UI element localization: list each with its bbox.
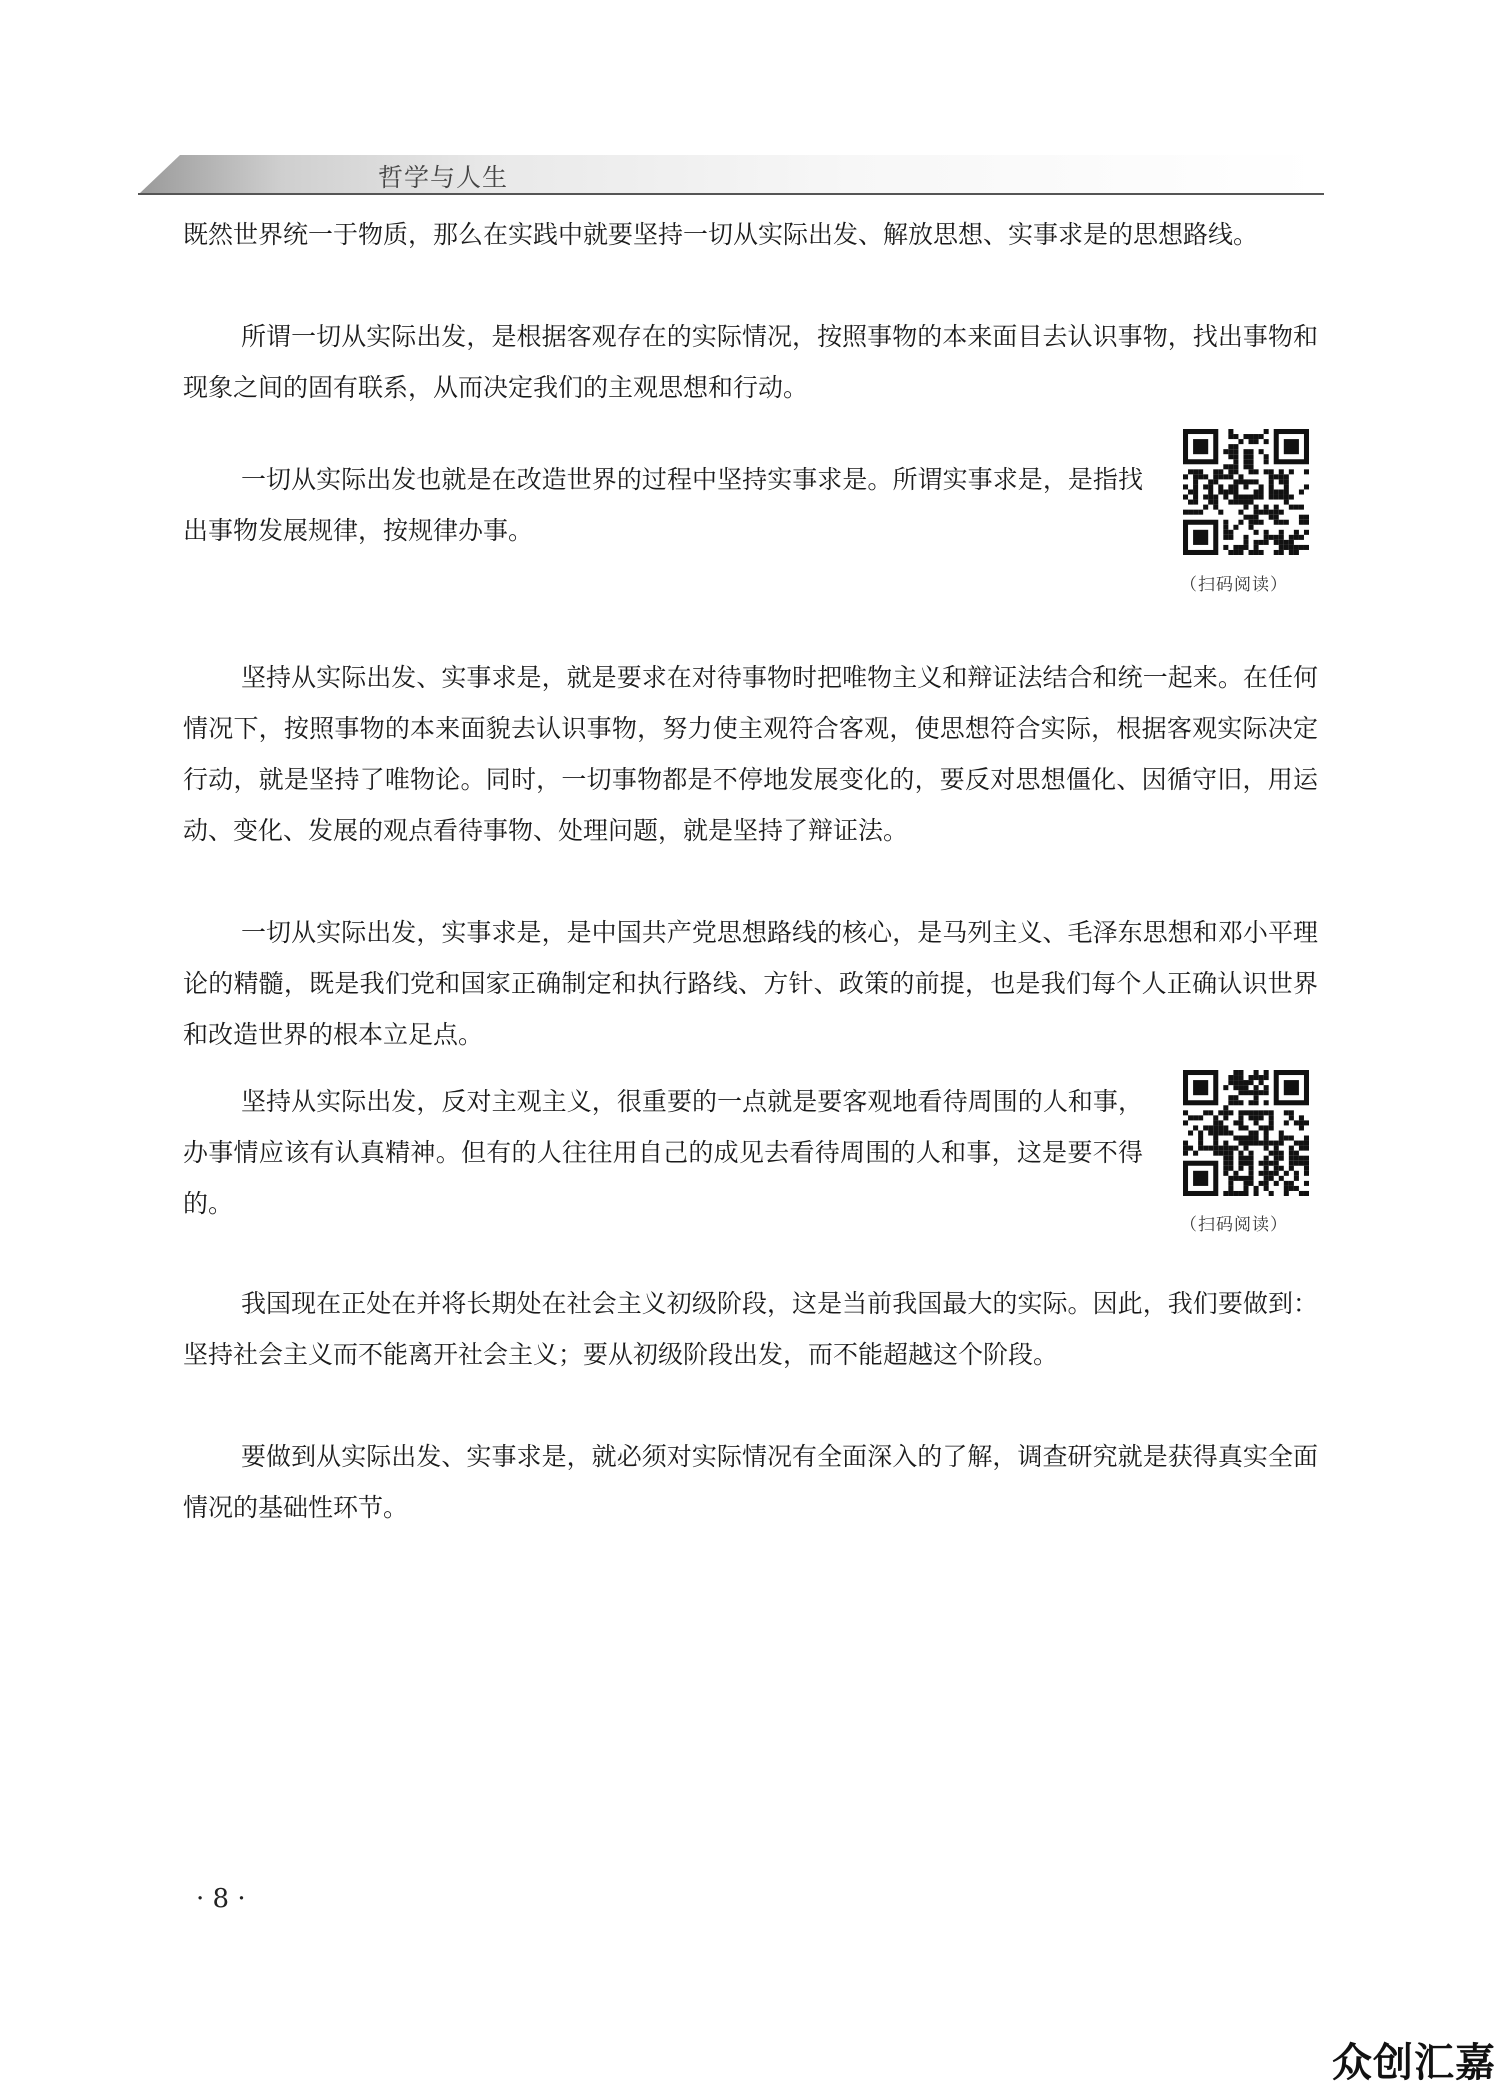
watermark-logo: 众创汇嘉 <box>1332 2040 1496 2086</box>
header-band <box>140 155 1320 193</box>
paragraph-7: 我国现在正处在并将长期处在社会主义初级阶段，这是当前我国最大的实际。因此，我们要做到：坚持社会主义而不能离开社会主义；要从初级阶段出发，而不能超越这个阶段。 <box>183 1289 1318 1369</box>
running-header-title: 哲学与人生 <box>378 163 509 192</box>
qr-caption-1: （扫码阅读） <box>1180 575 1288 595</box>
qr-code-2[interactable] <box>1183 1070 1309 1196</box>
paragraph-8: 要做到从实际出发、实事求是，就必须对实际情况有全面深入的了解，调查研究就是获得真实全面情况的基础性环节。 <box>183 1442 1318 1522</box>
page-number: · 8 · <box>196 1884 246 1914</box>
paragraph-6: 坚持从实际出发，反对主观主义，很重要的一点就是要客观地看待周围的人和事，办事情应该有认真精神。但有的人往往用自己的成见去看待周围的人和事，这是要不得的。 <box>183 1087 1143 1218</box>
paragraph-1: 既然世界统一于物质，那么在实践中就要坚持一切从实际出发、解放思想、实事求是的思想路线。 <box>183 220 1259 249</box>
paragraph-2: 所谓一切从实际出发，是根据客观存在的实际情况，按照事物的本来面目去认识事物，找出事物和现象之间的固有联系，从而决定我们的主观思想和行动。 <box>183 322 1318 402</box>
paragraph-5: 一切从实际出发，实事求是，是中国共产党思想路线的核心，是马列主义、毛泽东思想和邓小平理论的精髓，既是我们党和国家正确制定和执行路线、方针、政策的前提，也是我们每个人正确认识世界和改造世界的根本立足点。 <box>183 918 1318 1049</box>
qr-code-1[interactable] <box>1183 429 1309 555</box>
qr-caption-2: （扫码阅读） <box>1180 1215 1288 1235</box>
paragraph-3: 一切从实际出发也就是在改造世界的过程中坚持实事求是。所谓实事求是，是指找出事物发展规律，按规律办事。 <box>183 465 1143 545</box>
paragraph-4: 坚持从实际出发、实事求是，就是要求在对待事物时把唯物主义和辩证法结合和统一起来。在任何情况下，按照事物的本来面貌去认识事物，努力使主观符合客观，使思想符合实际，根据客观实际决定行动，就是坚持了唯物论。同时，一切事物都是不停地发展变化的，要反对思想僵化、因循守旧，用运动、变化、发展的观点看待事物、处理问题，就是坚持了辩证法。 <box>183 663 1318 845</box>
header-rule <box>138 193 1324 195</box>
